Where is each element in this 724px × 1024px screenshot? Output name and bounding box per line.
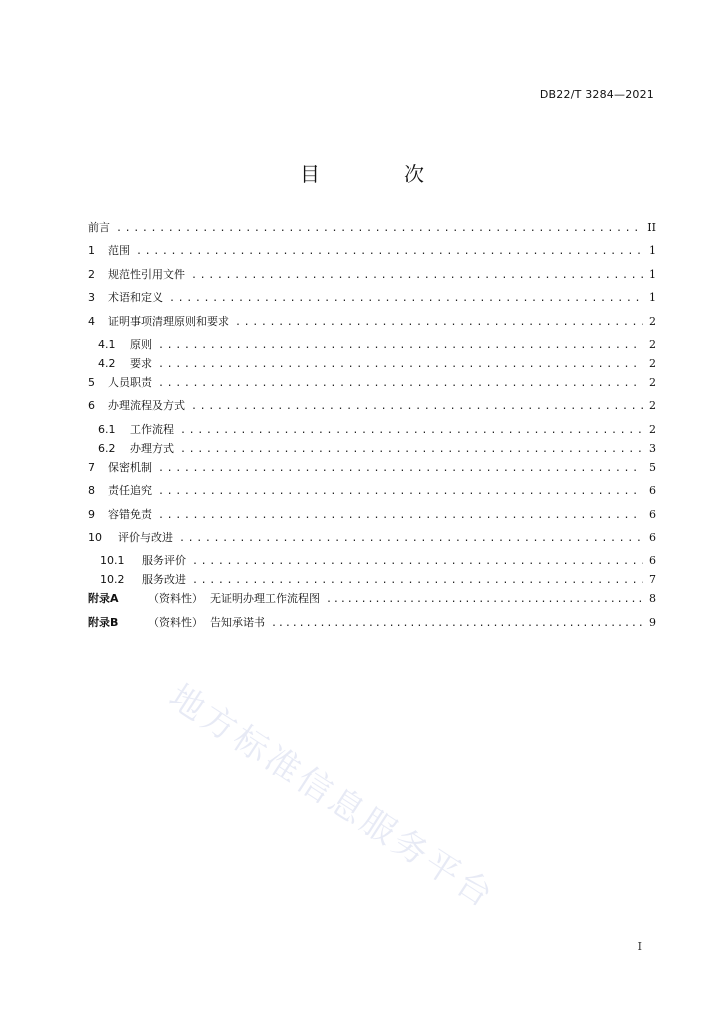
document-code: DB22/T 3284—2021	[539, 88, 654, 101]
toc-entry-9[interactable]	[88, 505, 656, 528]
dot-leader	[158, 506, 643, 526]
toc-entry-title: 要求	[130, 356, 152, 370]
toc-entry-page: 9	[649, 615, 656, 629]
toc-entry-number: 6	[88, 399, 95, 413]
toc-entry-number: 10.2	[100, 573, 125, 587]
toc-entry-7[interactable]	[88, 458, 656, 481]
toc-entry-page: 1	[649, 244, 656, 258]
toc-entry-number: 6.2	[98, 441, 116, 455]
table-of-contents	[88, 218, 656, 636]
dot-leader	[191, 397, 643, 417]
toc-title: 目 次	[300, 162, 456, 186]
toc-entry-foreword[interactable]	[88, 218, 656, 241]
toc-entry-page: 2	[649, 375, 656, 389]
toc-entry-page: 1	[649, 267, 656, 281]
toc-entry-2[interactable]	[88, 265, 656, 288]
toc-entry-title: 告知承诺书	[210, 615, 265, 629]
toc-entry-title: 保密机制	[108, 460, 152, 474]
toc-entry-page: 2	[649, 399, 656, 413]
dot-leader	[191, 266, 643, 286]
dot-leader	[180, 421, 643, 441]
toc-entry-3[interactable]	[88, 288, 656, 311]
dot-leader	[158, 336, 643, 356]
dot-leader	[326, 590, 643, 610]
toc-entry-title: 证明事项清理原则和要求	[108, 314, 229, 328]
toc-entry-page: 8	[649, 592, 656, 606]
toc-entry-number: 8	[88, 484, 95, 498]
toc-entry-page: II	[647, 221, 656, 234]
toc-entry-number: 10.1	[100, 554, 125, 568]
toc-entry-page: 2	[649, 422, 656, 436]
toc-entry-title: 评价与改进	[118, 530, 173, 544]
toc-entry-kind: （资料性）	[148, 615, 203, 629]
toc-entry-title: 无证明办理工作流程图	[210, 592, 320, 606]
toc-entry-page: 1	[649, 291, 656, 305]
toc-entry-6-1[interactable]	[88, 420, 656, 439]
toc-entry-10[interactable]	[88, 528, 656, 551]
toc-entry-number: 3	[88, 291, 95, 305]
toc-entry-kind: （资料性）	[148, 592, 203, 606]
toc-entry-10-2[interactable]	[88, 570, 656, 589]
toc-entry-title: 责任追究	[108, 484, 152, 498]
toc-entry-title: 原则	[130, 337, 152, 351]
dot-leader	[192, 552, 643, 572]
toc-entry-title: 术语和定义	[108, 291, 163, 305]
dot-leader	[158, 355, 643, 375]
dot-leader	[192, 571, 643, 591]
watermark: 地方标准信息服务平台	[161, 676, 503, 918]
dot-leader	[136, 242, 643, 262]
toc-entry-number: 4.1	[98, 337, 116, 351]
dot-leader	[169, 289, 643, 309]
toc-entry-title: 容错免责	[108, 507, 152, 521]
toc-entry-number: 4.2	[98, 356, 116, 370]
toc-entry-title: 服务评价	[142, 554, 186, 568]
toc-entry-8[interactable]	[88, 481, 656, 504]
dot-leader	[158, 482, 643, 502]
toc-entry-4-1[interactable]	[88, 335, 656, 354]
toc-entry-page: 5	[649, 460, 656, 474]
toc-entry-number: 4	[88, 314, 95, 328]
toc-entry-appendix-a[interactable]	[88, 589, 656, 612]
toc-entry-4[interactable]	[88, 312, 656, 335]
toc-entry-title: 范围	[108, 244, 130, 258]
dot-leader	[179, 529, 643, 549]
toc-entry-1[interactable]	[88, 241, 656, 264]
toc-entry-title: 前言	[88, 221, 110, 234]
toc-entry-number: 附录A	[88, 592, 119, 606]
toc-entry-title: 服务改进	[142, 573, 186, 587]
toc-entry-page: 2	[649, 337, 656, 351]
toc-entry-number: 附录B	[88, 615, 119, 629]
toc-entry-number: 5	[88, 375, 95, 389]
toc-entry-page: 6	[649, 484, 656, 498]
toc-entry-title: 办理方式	[130, 441, 174, 455]
toc-entry-number: 2	[88, 267, 95, 281]
toc-entry-6-2[interactable]	[88, 439, 656, 458]
page-number: I	[637, 940, 642, 953]
toc-entry-title: 人员职责	[108, 375, 152, 389]
toc-entry-page: 6	[649, 507, 656, 521]
toc-entry-appendix-b[interactable]	[88, 613, 656, 636]
toc-entry-number: 9	[88, 507, 95, 521]
toc-entry-number: 10	[88, 530, 102, 544]
toc-entry-page: 7	[649, 573, 656, 587]
toc-entry-4-2[interactable]	[88, 354, 656, 373]
toc-entry-10-1[interactable]	[88, 551, 656, 570]
dot-leader	[158, 374, 643, 394]
toc-entry-title: 规范性引用文件	[108, 267, 185, 281]
toc-entry-title: 工作流程	[130, 422, 174, 436]
dot-leader	[235, 313, 643, 333]
dot-leader	[116, 219, 643, 239]
toc-entry-page: 2	[649, 356, 656, 370]
dot-leader	[271, 614, 643, 634]
toc-entry-5[interactable]	[88, 373, 656, 396]
toc-entry-page: 3	[649, 441, 656, 455]
toc-entry-6[interactable]	[88, 396, 656, 419]
dot-leader	[180, 440, 643, 460]
toc-entry-page: 6	[649, 530, 656, 544]
toc-entry-number: 7	[88, 460, 95, 474]
toc-entry-title: 办理流程及方式	[108, 399, 185, 413]
toc-entry-number: 6.1	[98, 422, 116, 436]
toc-entry-page: 6	[649, 554, 656, 568]
toc-entry-number: 1	[88, 244, 95, 258]
toc-entry-page: 2	[649, 314, 656, 328]
dot-leader	[158, 459, 643, 479]
